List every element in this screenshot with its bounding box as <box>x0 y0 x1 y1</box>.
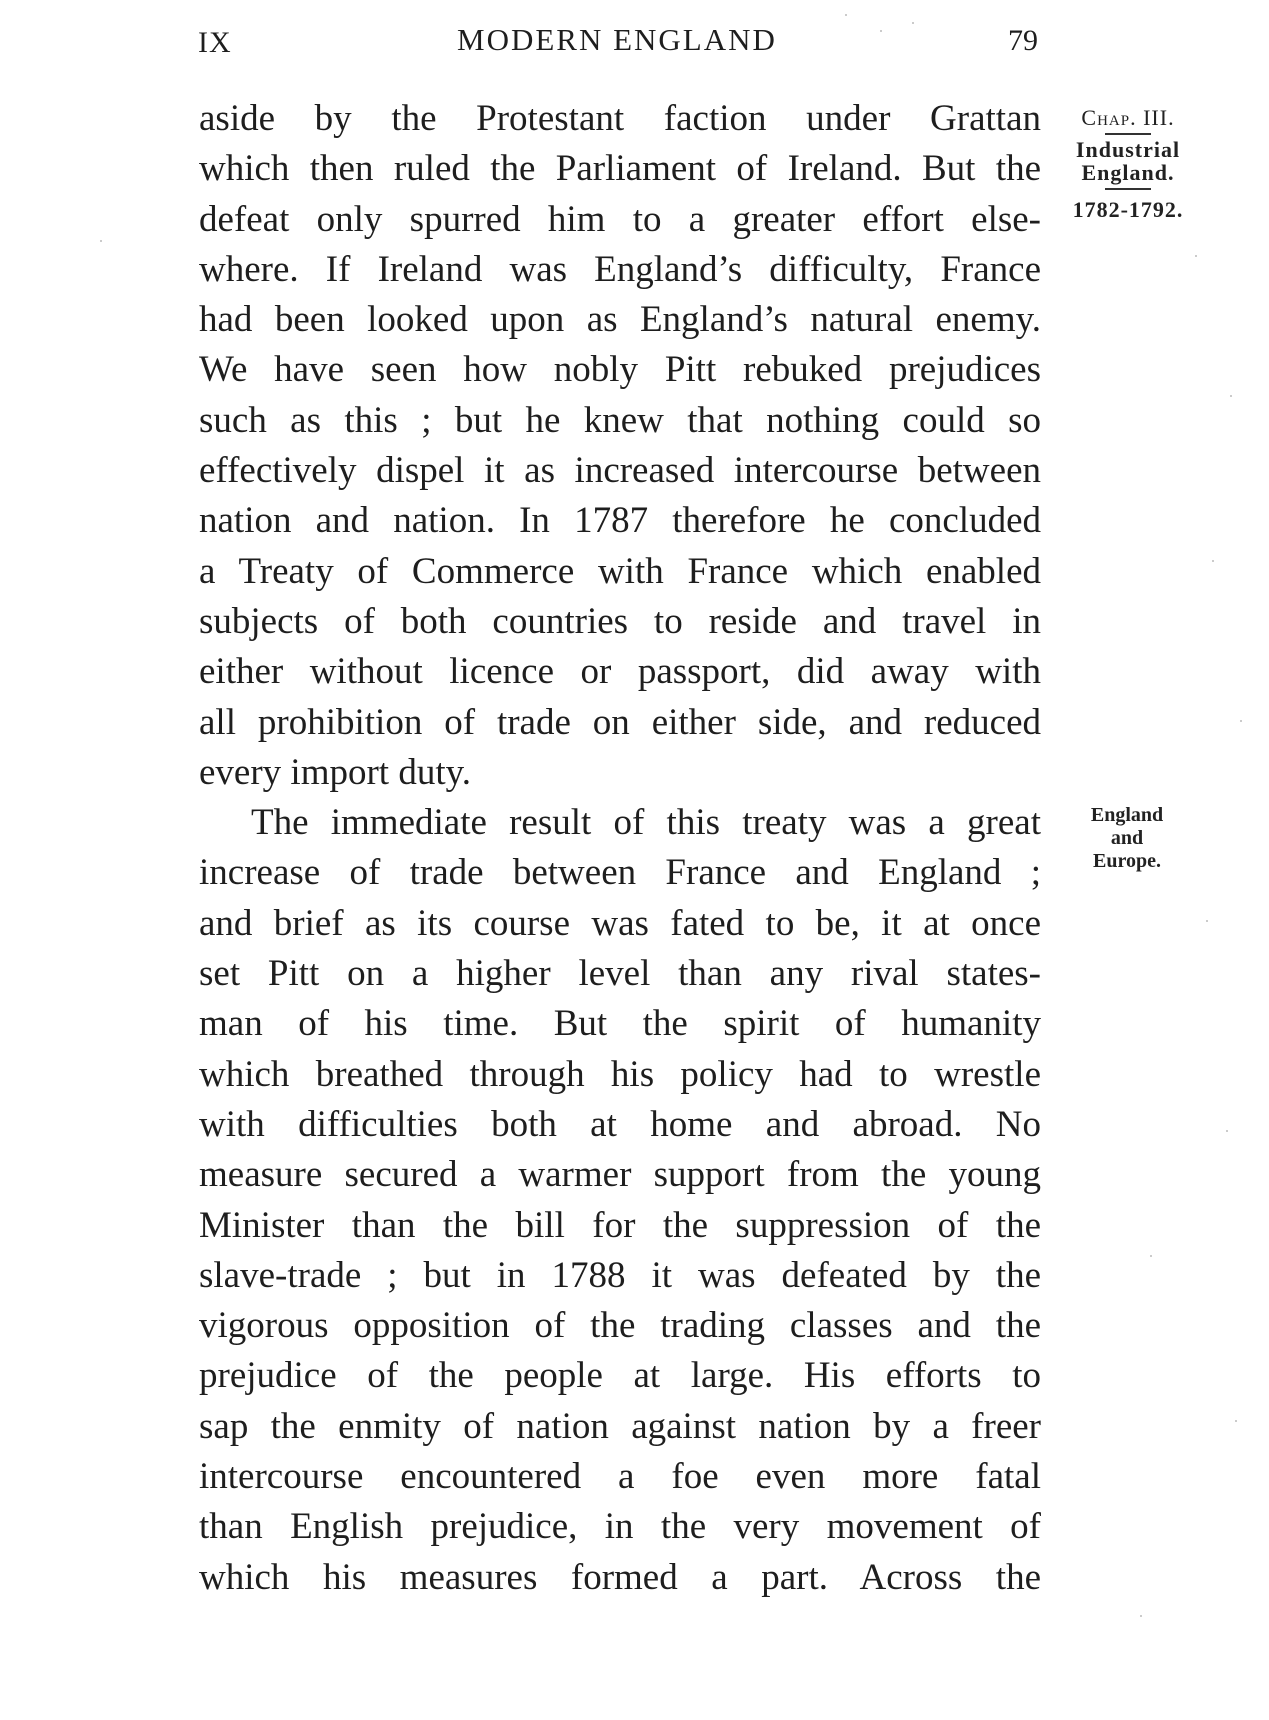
text-line: subjects of both countries to reside and travel in <box>199 600 1041 642</box>
text-line: where. If Ireland was England’s difficulty, France <box>199 248 1041 290</box>
margin-europe-line3: Europe. <box>1093 850 1161 872</box>
scan-speckle <box>912 22 914 24</box>
text-line: aside by the Protestant faction under Grattan <box>199 98 1041 139</box>
running-title: MODERN ENGLAND <box>457 22 777 57</box>
text-line: set Pitt on a higher level than any rival states- <box>199 953 1041 995</box>
text-line: nation and nation. In 1787 therefore he concluded <box>199 500 1041 542</box>
text-line: had been looked upon as England’s natural enemy. <box>199 299 1041 341</box>
scan-speckle <box>1140 1615 1142 1617</box>
text-line: such as this ; but he knew that nothing could so <box>199 399 1041 441</box>
margin-years: 1782-1792. <box>1072 197 1184 222</box>
margin-note-europe <box>1075 804 1179 873</box>
text-line: increase of trade between France and England ; <box>199 852 1041 894</box>
scan-speckle <box>1212 560 1214 562</box>
scan-speckle <box>1150 1255 1152 1257</box>
text-line: and brief as its course was fated to be, it at once <box>199 902 1041 944</box>
text-line: effectively dispel it as increased intercourse between <box>199 450 1041 492</box>
scan-speckle <box>100 240 102 242</box>
text-line: We have seen how nobly Pitt rebuked prejudices <box>199 349 1041 391</box>
scan-speckle <box>845 14 847 16</box>
text-line: with difficulties both at home and abroad. No <box>199 1103 1041 1145</box>
text-line: which then ruled the Parliament of Ireland. But the <box>199 148 1041 190</box>
text-line: prejudice of the people at large. His efforts to <box>199 1355 1041 1397</box>
page-number: 79 <box>1008 24 1038 57</box>
text-line: Minister than the bill for the suppression of the <box>199 1204 1041 1246</box>
scan-speckle <box>1206 920 1208 922</box>
running-header <box>0 18 1269 68</box>
text-line: than English prejudice, in the very movement of <box>199 1506 1041 1548</box>
chapter-number: IX <box>198 26 232 59</box>
text-line: defeat only spurred him to a greater effort else- <box>199 198 1041 240</box>
text-line: The immediate result of this treaty was a great <box>251 802 1041 844</box>
body-text <box>199 94 1041 1603</box>
text-line: slave-trade ; but in 1788 it was defeated by the <box>199 1254 1041 1296</box>
text-line: a Treaty of Commerce with France which enabled <box>199 550 1041 592</box>
scan-speckle <box>1230 395 1232 397</box>
margin-rule <box>1105 188 1151 190</box>
text-line: intercourse encountered a foe even more fatal <box>199 1456 1041 1498</box>
margin-topic-line2: England. <box>1081 160 1175 185</box>
scan-speckle <box>1226 1130 1228 1132</box>
margin-note-chapter <box>1068 106 1188 221</box>
text-line: all prohibition of trade on either side, and reduced <box>199 701 1041 743</box>
text-line: measure secured a warmer support from the young <box>199 1154 1041 1196</box>
scan-speckle <box>1235 1420 1237 1422</box>
scan-speckle <box>1240 720 1242 722</box>
text-line: either without licence or passport, did away with <box>199 651 1041 693</box>
margin-europe-line1: England <box>1090 804 1164 826</box>
text-line: every import duty. <box>199 751 471 793</box>
text-line: which breathed through his policy had to wrestle <box>199 1053 1041 1095</box>
text-line: which his measures formed a part. Across the <box>199 1556 1041 1598</box>
margin-rule <box>1105 133 1151 135</box>
margin-chapter-label: Chap. III. <box>1081 105 1175 130</box>
scan-speckle <box>1195 255 1197 257</box>
text-line: man of his time. But the spirit of humanity <box>199 1003 1041 1045</box>
scan-speckle <box>880 30 882 32</box>
margin-topic-line1: Industrial <box>1075 137 1181 162</box>
text-line: vigorous opposition of the trading classes and the <box>199 1305 1041 1347</box>
margin-europe-line2: and <box>1110 827 1144 849</box>
text-line: sap the enmity of nation against nation by a freer <box>199 1405 1041 1447</box>
